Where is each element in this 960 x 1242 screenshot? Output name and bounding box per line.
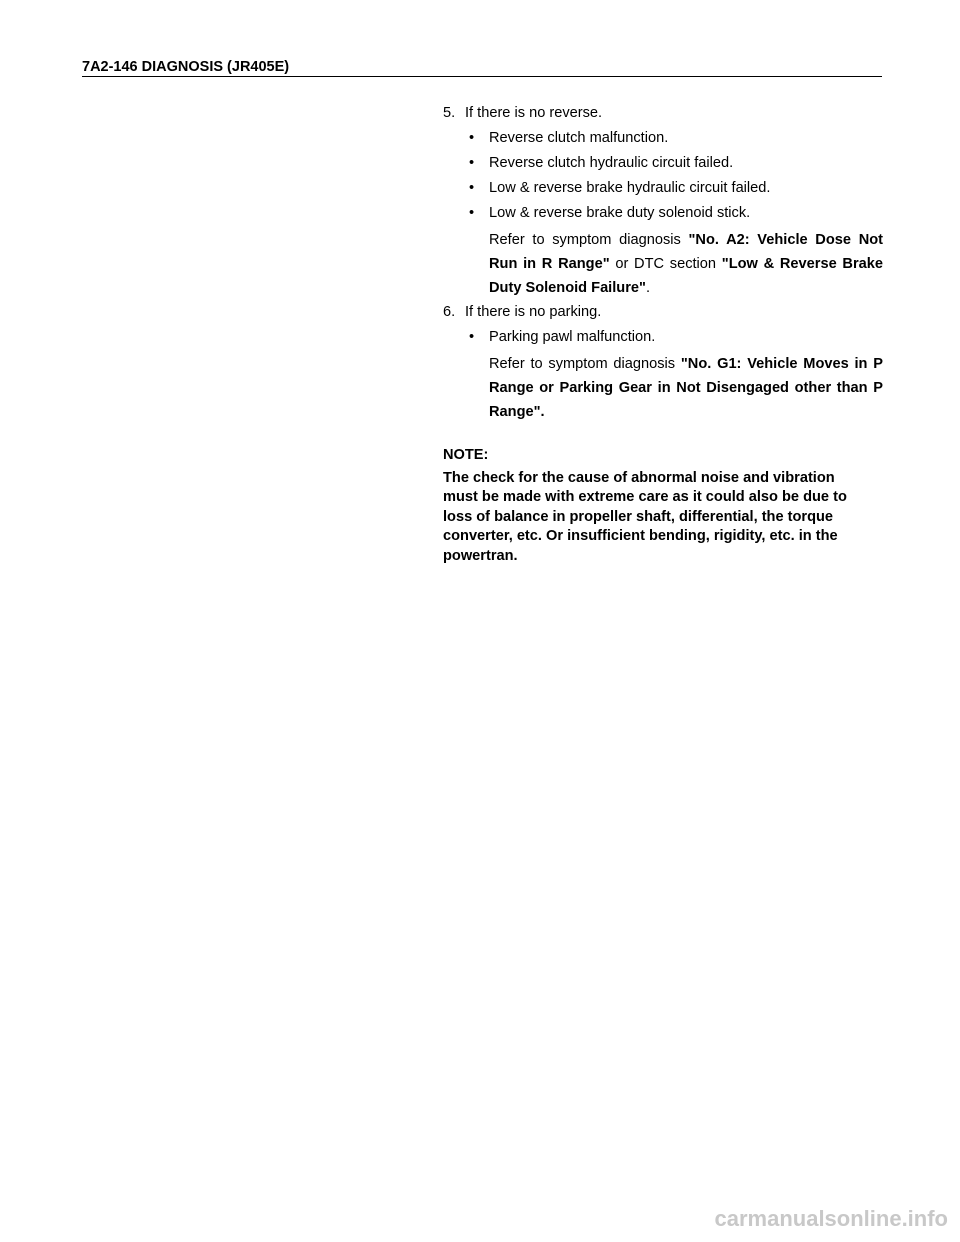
diagnosis-content bbox=[443, 101, 883, 566]
bullet-icon: • bbox=[469, 155, 475, 171]
bullet-icon: • bbox=[469, 329, 475, 345]
item-number: 5. bbox=[443, 105, 456, 121]
page-header-title: 7A2-146 DIAGNOSIS (JR405E) bbox=[82, 59, 290, 75]
item-number: 6. bbox=[443, 304, 456, 320]
numbered-item-5 bbox=[443, 101, 883, 126]
bullet-item bbox=[443, 126, 883, 151]
watermark: carmanualsonline.info bbox=[714, 1206, 948, 1231]
bullet-icon: • bbox=[469, 205, 475, 221]
bullet-icon: • bbox=[469, 130, 475, 146]
item-label: If there is no parking. bbox=[465, 304, 602, 320]
bullet-item bbox=[443, 201, 883, 226]
refer-text bbox=[443, 228, 883, 300]
bullet-icon: • bbox=[469, 180, 475, 196]
refer-end: . bbox=[645, 280, 650, 296]
item-label: If there is no reverse. bbox=[465, 105, 603, 121]
bullet-text: Reverse clutch malfunction. bbox=[489, 130, 669, 146]
bullet-item bbox=[443, 151, 883, 176]
dtc-reference: "Low & Reverse Brake Duty Solenoid Failure" bbox=[489, 256, 883, 296]
page-header bbox=[82, 58, 882, 77]
refer-lead: Refer to symptom diagnosis bbox=[489, 356, 681, 372]
bullet-text: Parking pawl malfunction. bbox=[489, 329, 656, 345]
bullet-text: Low & reverse brake hydraulic circuit failed. bbox=[489, 180, 771, 196]
note-block bbox=[443, 446, 868, 566]
symptom-reference: "No. A2: Vehicle Dose Not Run in R Range" bbox=[489, 232, 884, 272]
note-title: NOTE: bbox=[443, 447, 489, 463]
bullet-text: Low & reverse brake duty solenoid stick. bbox=[489, 205, 751, 221]
bullet-item bbox=[443, 176, 883, 201]
refer-lead: Refer to symptom diagnosis bbox=[489, 232, 689, 248]
numbered-item-6 bbox=[443, 300, 883, 325]
symptom-reference: "No. G1: Vehicle Moves in P Range or Parking Gear in Not Disengaged other than P Range". bbox=[489, 356, 883, 420]
bullet-item bbox=[443, 325, 883, 350]
refer-text bbox=[443, 352, 883, 424]
refer-joiner: or DTC section bbox=[609, 256, 722, 272]
bullet-text: Reverse clutch hydraulic circuit failed. bbox=[489, 155, 734, 171]
note-text: The check for the cause of abnormal noise and vibration must be made with extreme care as it could also be due to loss of balance in propeller shaft, differential, the torque converter, etc. Or insufficient bending, rigidity, etc. in the powertran. bbox=[443, 469, 847, 564]
